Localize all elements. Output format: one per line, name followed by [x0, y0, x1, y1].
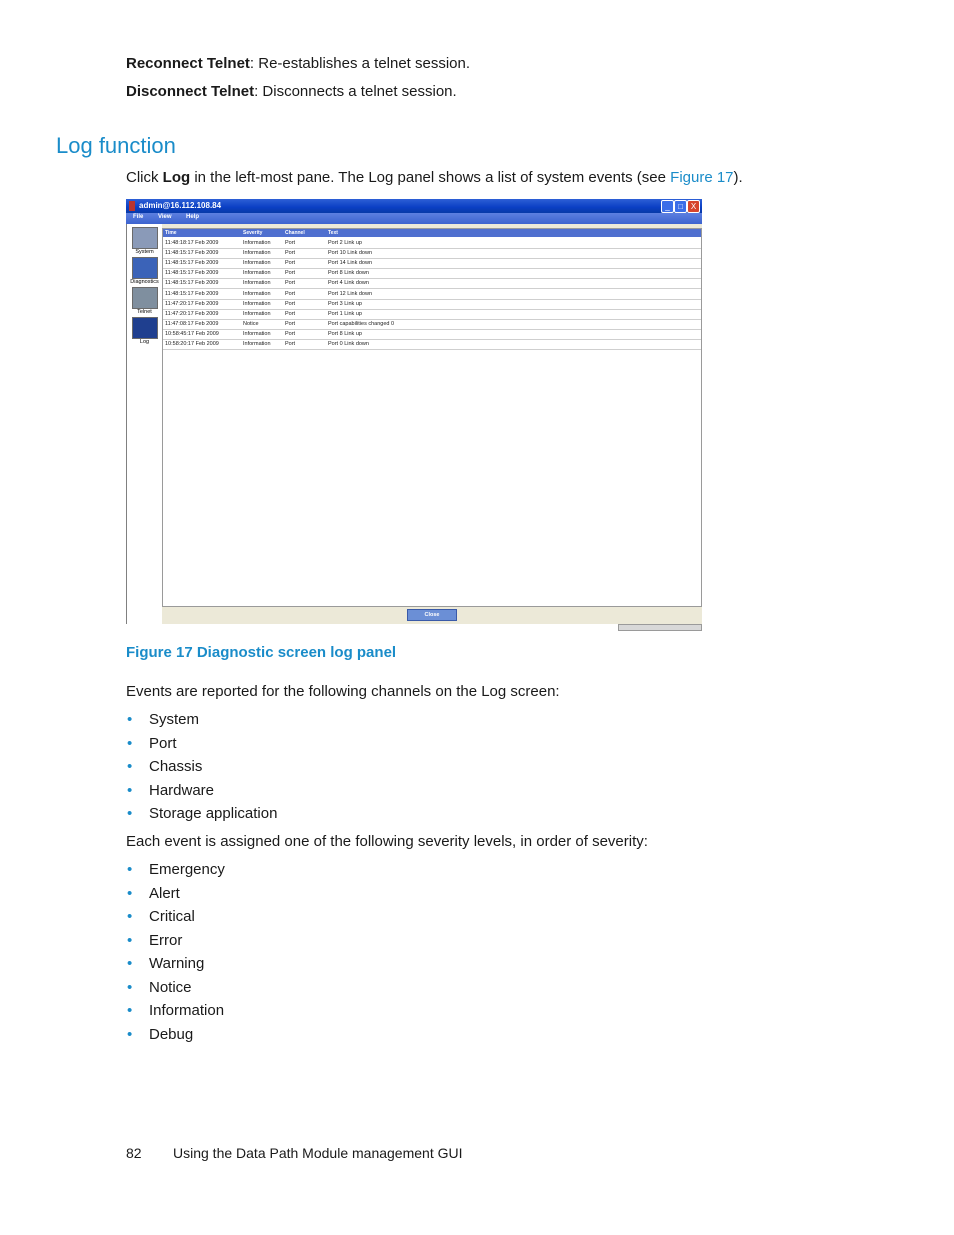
para-text-pre: Click — [126, 169, 163, 186]
cell-time: 11:48:18:17 Feb 2009 — [165, 240, 219, 246]
severity-item-label: Critical — [149, 908, 195, 925]
cell-time: 11:47:08:17 Feb 2009 — [165, 320, 219, 327]
severity-item-label: Debug — [149, 1025, 194, 1043]
channel-item — [126, 782, 277, 806]
severity-item-label: Emergency — [149, 861, 225, 878]
channel-item-label: Hardware — [149, 781, 215, 799]
nav-label-log: Log — [139, 339, 150, 345]
bullet-icon: • — [127, 978, 133, 996]
severity-item — [126, 908, 225, 932]
diagnostics-icon — [132, 257, 158, 279]
cell-text: Port capabilities changed 0 — [328, 320, 395, 327]
disconnect-telnet-term: Disconnect Telnet — [126, 83, 255, 100]
section-heading: Log function — [56, 133, 176, 158]
severity-item-label: Information — [149, 1002, 225, 1019]
severity-item-label: Notice — [149, 978, 192, 996]
bullet-icon: • — [127, 884, 133, 902]
cell-text: Port 4 Link down — [328, 280, 369, 287]
cell-severity: Information — [243, 260, 271, 267]
bullet-icon: • — [127, 955, 133, 972]
telnet-icon — [132, 287, 158, 309]
cell-channel: Port — [285, 320, 296, 327]
channel-item-label: Chassis — [149, 758, 203, 775]
figure-link[interactable]: Figure 17 — [670, 169, 734, 186]
cell-severity: Information — [243, 270, 271, 277]
disconnect-telnet-description: : Disconnects a telnet session. — [254, 83, 457, 100]
severity-item — [126, 932, 225, 956]
severity-list — [126, 861, 225, 1049]
bullet-icon: • — [127, 861, 133, 878]
column-header-severity[interactable]: Severity — [243, 230, 263, 236]
cell-time: 11:48:15:17 Feb 2009 — [165, 270, 219, 277]
cell-time: 11:48:15:17 Feb 2009 — [165, 250, 219, 257]
bullet-icon: • — [127, 931, 133, 949]
nav-label-diagnostics: Diagnostics — [130, 279, 159, 285]
cell-text: Port 12 Link down — [328, 290, 373, 297]
cell-severity: Information — [243, 290, 271, 297]
cell-severity: Notice — [243, 320, 259, 327]
bullet-icon: • — [127, 1025, 133, 1043]
cell-severity: Information — [243, 250, 271, 257]
cell-channel: Port — [285, 330, 296, 337]
reconnect-telnet-description: : Re-establishes a telnet session. — [249, 55, 471, 72]
channel-item-label: Port — [149, 734, 177, 752]
bullet-icon: • — [127, 734, 133, 752]
channel-item — [126, 735, 277, 759]
cell-severity: Information — [243, 310, 271, 317]
severity-item-label: Warning — [149, 955, 205, 972]
reconnect-telnet-definition — [126, 55, 470, 73]
cell-channel: Port — [285, 260, 296, 267]
channel-item-label: System — [149, 711, 200, 728]
cell-channel: Port — [285, 300, 296, 307]
cell-text: Port 2 Link up — [328, 240, 362, 246]
cell-time: 11:47:20:17 Feb 2009 — [165, 310, 219, 317]
menu-bar — [126, 213, 702, 224]
cell-text: Port 8 Link up — [328, 330, 362, 337]
footer-chapter-title: Using the Data Path Module management GUI — [173, 1145, 463, 1161]
nav-label-system: System — [135, 249, 154, 255]
figure-caption: Figure 17 Diagnostic screen log panel — [126, 644, 397, 661]
log-icon — [132, 317, 158, 339]
table-row[interactable] — [163, 339, 701, 350]
reconnect-telnet-term: Reconnect Telnet — [126, 55, 250, 72]
channels-list — [126, 711, 277, 829]
bullet-icon: • — [127, 805, 133, 822]
severity-item — [126, 1026, 225, 1050]
disconnect-telnet-definition — [126, 83, 457, 101]
cell-text: Port 3 Link up — [328, 300, 362, 307]
minimize-icon[interactable]: _ — [661, 200, 674, 213]
cell-text: Port 0 Link down — [328, 341, 369, 347]
cell-text: Port 10 Link down — [328, 250, 373, 257]
bullet-icon: • — [127, 781, 133, 799]
menu-help[interactable]: Help — [186, 214, 200, 220]
log-panel-screenshot — [126, 199, 702, 624]
cell-severity: Information — [243, 240, 271, 246]
cell-time: 10:58:20:17 Feb 2009 — [165, 341, 219, 347]
cell-text: Port 8 Link down — [328, 270, 369, 277]
severity-item — [126, 885, 225, 909]
column-header-channel[interactable]: Channel — [285, 230, 305, 236]
close-button[interactable]: Close — [407, 609, 457, 621]
cell-channel: Port — [285, 310, 296, 317]
window-titlebar — [126, 199, 702, 213]
cell-severity: Information — [243, 330, 271, 337]
cell-channel: Port — [285, 280, 296, 287]
severity-item — [126, 979, 225, 1003]
cell-time: 11:48:15:17 Feb 2009 — [165, 290, 219, 297]
cell-time: 10:58:45:17 Feb 2009 — [165, 330, 219, 337]
cell-channel: Port — [285, 270, 296, 277]
bullet-icon: • — [127, 1002, 133, 1019]
cell-time: 11:48:15:17 Feb 2009 — [165, 260, 219, 267]
menu-view[interactable]: View — [158, 214, 172, 220]
system-icon — [132, 227, 158, 249]
bullet-icon: • — [127, 908, 133, 925]
cell-channel: Port — [285, 341, 296, 347]
close-window-icon[interactable]: X — [687, 200, 700, 213]
navigation-pane — [126, 224, 162, 624]
channel-item — [126, 805, 277, 829]
nav-label-telnet: Telnet — [137, 309, 152, 315]
menu-file[interactable]: File — [133, 214, 144, 220]
cell-channel: Port — [285, 240, 296, 246]
cell-severity: Information — [243, 341, 271, 347]
page-number: 82 — [126, 1145, 142, 1161]
para-text-post: ). — [733, 169, 743, 186]
cell-time: 11:47:20:17 Feb 2009 — [165, 300, 219, 307]
log-table-header — [163, 229, 701, 237]
para-text-bold: Log — [162, 169, 191, 186]
severity-item-label: Error — [149, 931, 183, 949]
cell-text: Port 1 Link up — [328, 310, 362, 317]
channels-intro: Events are reported for the following channels on the Log screen: — [126, 683, 560, 700]
bullet-icon: • — [127, 711, 133, 728]
cell-channel: Port — [285, 250, 296, 257]
column-header-text[interactable]: Text — [328, 230, 338, 236]
para-text-mid: in the left-most pane. The Log panel shows a list of system events (see — [190, 169, 671, 186]
log-intro-paragraph — [126, 169, 743, 187]
cell-time: 11:48:15:17 Feb 2009 — [165, 280, 219, 287]
severity-item — [126, 955, 225, 979]
severity-item — [126, 861, 225, 885]
column-header-time[interactable]: Time — [165, 230, 177, 236]
severity-intro: Each event is assigned one of the following severity levels, in order of severity: — [126, 833, 648, 850]
severity-item — [126, 1002, 225, 1026]
channel-item — [126, 758, 277, 782]
bullet-icon: • — [127, 758, 133, 775]
cell-text: Port 14 Link down — [328, 260, 373, 267]
app-icon — [129, 201, 135, 211]
severity-item-label: Alert — [149, 884, 180, 902]
horizontal-scrollbar[interactable] — [618, 624, 702, 631]
channel-item-label: Storage application — [149, 805, 278, 822]
cell-severity: Information — [243, 300, 271, 307]
maximize-icon[interactable]: □ — [674, 200, 687, 213]
log-table — [162, 228, 702, 607]
cell-severity: Information — [243, 280, 271, 287]
channel-item — [126, 711, 277, 735]
cell-channel: Port — [285, 290, 296, 297]
window-title: admin@16.112.108.84 — [139, 201, 222, 210]
